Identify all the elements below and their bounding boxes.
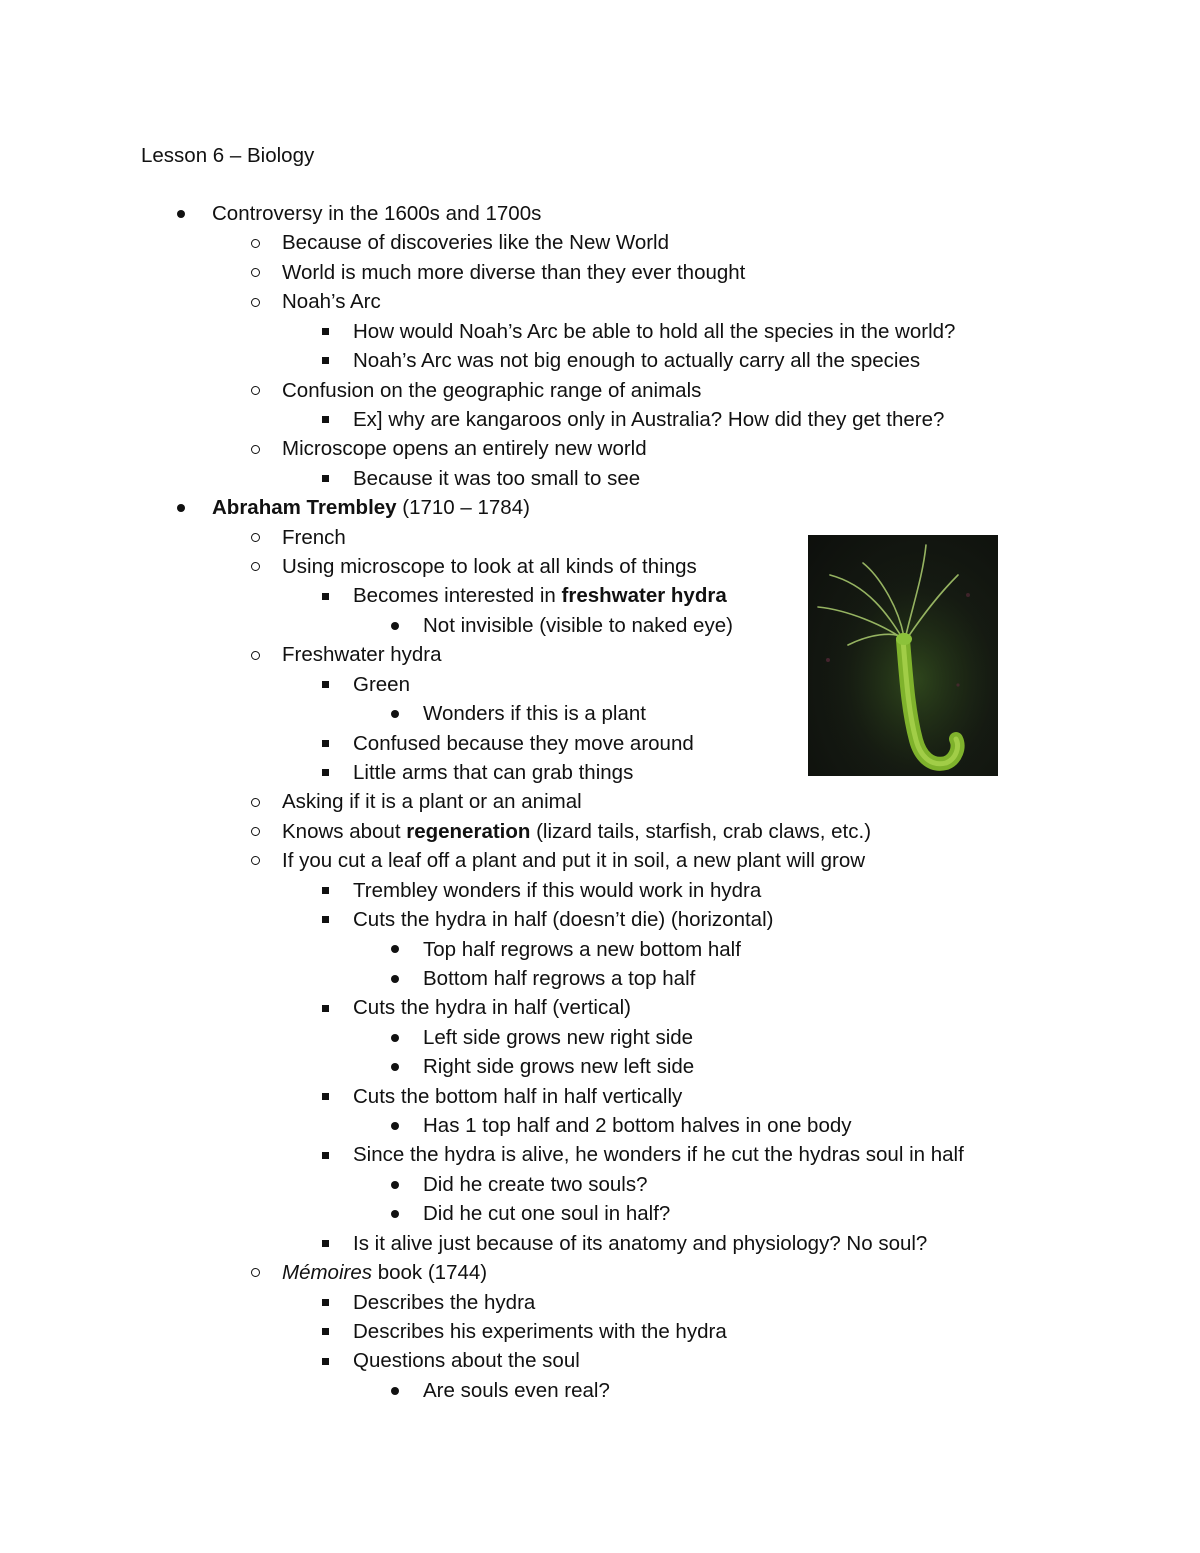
bullet-mark: [251, 386, 260, 395]
list-item-level-3: [353, 1082, 682, 1112]
bullet-mark: [251, 298, 260, 307]
bullet-mark: [391, 1387, 399, 1395]
item-text: Because it was too small to see: [353, 466, 641, 490]
bullet-mark: [322, 328, 329, 335]
list-item-level-4: [423, 964, 695, 994]
item-text: French: [282, 525, 346, 549]
list-item-level-3: [353, 876, 761, 906]
bullet-mark: [251, 798, 260, 807]
list-item-level-3: [353, 1346, 580, 1376]
list-item-level-4: [423, 1170, 647, 1200]
item-text: Using microscope to look at all kinds of things: [282, 555, 697, 579]
list-item-level-4: [423, 1111, 852, 1141]
list-item-level-3: [353, 1140, 964, 1170]
item-text: Describes the hydra: [353, 1290, 536, 1314]
bullet-mark: [322, 681, 329, 688]
bullet-mark: [391, 1181, 399, 1189]
item-text: Did he cut one soul in half?: [423, 1202, 671, 1226]
item-text: Cuts the hydra in half (vertical): [353, 996, 632, 1020]
bullet-mark: [322, 1358, 329, 1365]
item-text: Freshwater hydra: [282, 643, 442, 667]
bullet-square-icon: [316, 758, 334, 788]
bullet-mark: [322, 593, 329, 600]
item-text: Describes his experiments with the hydra: [353, 1319, 727, 1343]
list-item-level-4: [423, 1376, 610, 1406]
item-text: Wonders if this is a plant: [423, 702, 646, 726]
bullet-mark: [251, 562, 260, 571]
list-item-level-4: [423, 1023, 693, 1053]
bullet-mark: [391, 1034, 399, 1042]
bullet-mark: [251, 268, 260, 277]
bullet-square-icon: [316, 729, 334, 759]
list-item-level-2: [282, 1258, 487, 1288]
item-text: Asking if it is a plant or an animal: [282, 790, 582, 814]
item-text: Since the hydra is alive, he wonders if he cut the hydras soul in half: [353, 1143, 964, 1167]
item-text: Knows about: [282, 819, 407, 843]
bullet-square-icon: [316, 317, 334, 347]
bullet-square-icon: [316, 405, 334, 435]
bullet-square-icon: [316, 464, 334, 494]
item-text: Left side grows new right side: [423, 1025, 694, 1049]
item-text: Are souls even real?: [423, 1378, 610, 1402]
list-item-level-3: [353, 905, 773, 935]
list-item-level-1: [212, 199, 541, 229]
item-text: book (1744): [372, 1261, 488, 1285]
item-text: Confusion on the geographic range of animals: [282, 378, 702, 402]
item-text: Little arms that can grab things: [353, 760, 634, 784]
italic-term: Mémoires: [282, 1261, 372, 1285]
list-item-level-4: [423, 935, 741, 965]
bullet-circle-icon: [246, 552, 264, 582]
item-text: Bottom half regrows a top half: [423, 966, 696, 990]
bullet-mark: [251, 533, 260, 542]
item-text: How would Noah’s Arc be able to hold all the species in the world?: [353, 319, 956, 343]
bullet-circle-icon: [246, 640, 264, 670]
item-text: Cuts the bottom half in half vertically: [353, 1084, 683, 1108]
bullet-mark: [322, 1005, 329, 1012]
list-item-level-2: [282, 846, 865, 876]
list-item-level-2: [282, 228, 669, 258]
bullet-mark: [251, 856, 260, 865]
bullet-mark: [391, 710, 399, 718]
bullet-mark: [322, 1152, 329, 1159]
bullet-mark: [322, 416, 329, 423]
bullet-circle-icon: [246, 287, 264, 317]
item-text: Becomes interested in: [353, 584, 562, 608]
bullet-circle-icon: [246, 228, 264, 258]
bold-term: regeneration: [406, 819, 531, 843]
list-item-level-2: [282, 817, 871, 847]
item-text: Green: [353, 672, 410, 696]
list-item-level-2: [282, 287, 381, 317]
bullet-circle-icon: [246, 846, 264, 876]
item-text: Has 1 top half and 2 bottom halves in one body: [423, 1114, 852, 1138]
list-item-level-2: [282, 258, 745, 288]
list-item-level-1: [212, 493, 530, 523]
bullet-mark: [391, 1210, 399, 1218]
bullet-dot-icon: [172, 199, 190, 229]
item-text: Not invisible (visible to naked eye): [423, 613, 733, 637]
list-item-level-2: [282, 787, 582, 817]
bullet-mark: [322, 1093, 329, 1100]
bullet-dot-icon: [386, 1111, 404, 1141]
bullet-square-icon: [316, 670, 334, 700]
bullet-circle-icon: [246, 787, 264, 817]
bullet-square-icon: [316, 346, 334, 376]
bullet-circle-icon: [246, 523, 264, 553]
bullet-mark: [251, 651, 260, 660]
list-item-level-4: [423, 611, 733, 641]
bullet-square-icon: [316, 1346, 334, 1376]
bullet-dot-icon: [386, 1023, 404, 1053]
list-item-level-3: [353, 1229, 927, 1259]
bullet-circle-icon: [246, 376, 264, 406]
bullet-mark: [391, 1063, 399, 1071]
bold-term: Abraham Trembley: [212, 496, 397, 520]
bullet-dot-icon: [386, 964, 404, 994]
list-item-level-4: [423, 1199, 670, 1229]
bold-term: freshwater hydra: [561, 584, 727, 608]
list-item-level-3: [353, 1317, 727, 1347]
bullet-mark: [322, 887, 329, 894]
list-item-level-3: [353, 464, 640, 494]
list-item-level-3: [353, 581, 727, 611]
bullet-square-icon: [316, 876, 334, 906]
hydra-illustration: [808, 535, 998, 776]
bullet-square-icon: [316, 1229, 334, 1259]
list-item-level-3: [353, 346, 920, 376]
item-text: (1710 – 1784): [396, 496, 530, 520]
bullet-mark: [177, 210, 185, 218]
list-item-level-2: [282, 523, 346, 553]
bullet-mark: [391, 622, 399, 630]
list-item-level-2: [282, 434, 647, 464]
bullet-square-icon: [316, 1140, 334, 1170]
bullet-dot-icon: [386, 611, 404, 641]
list-item-level-2: [282, 640, 442, 670]
item-text: (lizard tails, starfish, crab claws, etc.): [530, 819, 872, 843]
item-text: Trembley wonders if this would work in hydra: [353, 878, 762, 902]
hydra-photo: [808, 535, 998, 776]
list-item-level-2: [282, 376, 701, 406]
bullet-dot-icon: [386, 1199, 404, 1229]
bullet-square-icon: [316, 1288, 334, 1318]
bullet-mark: [251, 1268, 260, 1277]
bullet-mark: [322, 916, 329, 923]
bullet-mark: [251, 445, 260, 454]
item-text: Noah’s Arc was not big enough to actually carry all the species: [353, 349, 921, 373]
item-text: Questions about the soul: [353, 1349, 580, 1373]
bullet-dot-icon: [386, 1052, 404, 1082]
list-item-level-4: [423, 699, 646, 729]
page-title: Lesson 6 – Biology: [141, 144, 315, 167]
item-text: Microscope opens an entirely new world: [282, 437, 647, 461]
bullet-mark: [391, 1122, 399, 1130]
list-item-level-3: [353, 317, 955, 347]
bullet-mark: [391, 945, 399, 953]
item-text: Because of discoveries like the New World: [282, 231, 670, 255]
item-text: Controversy in the 1600s and 1700s: [212, 202, 542, 225]
item-text: Right side grows new left side: [423, 1055, 695, 1079]
bullet-circle-icon: [246, 1258, 264, 1288]
bullet-dot-icon: [172, 493, 190, 523]
bullet-square-icon: [316, 993, 334, 1023]
bullet-circle-icon: [246, 434, 264, 464]
bullet-mark: [322, 1240, 329, 1247]
bullet-circle-icon: [246, 817, 264, 847]
item-text: Noah’s Arc: [282, 290, 381, 314]
bullet-square-icon: [316, 1082, 334, 1112]
item-text: Did he create two souls?: [423, 1172, 648, 1196]
item-text: Top half regrows a new bottom half: [423, 937, 741, 961]
list-item-level-2: [282, 552, 697, 582]
item-text: Confused because they move around: [353, 731, 694, 755]
bullet-square-icon: [316, 905, 334, 935]
bullet-mark: [251, 827, 260, 836]
bullet-mark: [251, 239, 260, 248]
bullet-dot-icon: [386, 935, 404, 965]
list-item-level-4: [423, 1052, 694, 1082]
list-item-level-3: [353, 729, 694, 759]
list-item-level-3: [353, 1288, 535, 1318]
bullet-dot-icon: [386, 1376, 404, 1406]
bullet-mark: [322, 1299, 329, 1306]
bullet-mark: [322, 475, 329, 482]
bullet-mark: [322, 357, 329, 364]
item-text: Cuts the hydra in half (doesn’t die) (horizontal): [353, 908, 774, 932]
bullet-dot-icon: [386, 1170, 404, 1200]
list-item-level-3: [353, 670, 410, 700]
list-item-level-3: [353, 993, 631, 1023]
bullet-square-icon: [316, 1317, 334, 1347]
bullet-square-icon: [316, 581, 334, 611]
bullet-mark: [177, 504, 185, 512]
bullet-mark: [322, 769, 329, 776]
bullet-mark: [322, 740, 329, 747]
item-text: Ex] why are kangaroos only in Australia? How did they get there?: [353, 407, 945, 431]
bullet-mark: [322, 1328, 329, 1335]
item-text: Is it alive just because of its anatomy and physiology? No soul?: [353, 1231, 928, 1255]
list-item-level-3: [353, 758, 633, 788]
item-text: If you cut a leaf off a plant and put it in soil, a new plant will grow: [282, 849, 866, 873]
item-text: World is much more diverse than they ever thought: [282, 260, 746, 284]
bullet-mark: [391, 975, 399, 983]
bullet-dot-icon: [386, 699, 404, 729]
list-item-level-3: [353, 405, 944, 435]
bullet-circle-icon: [246, 258, 264, 288]
